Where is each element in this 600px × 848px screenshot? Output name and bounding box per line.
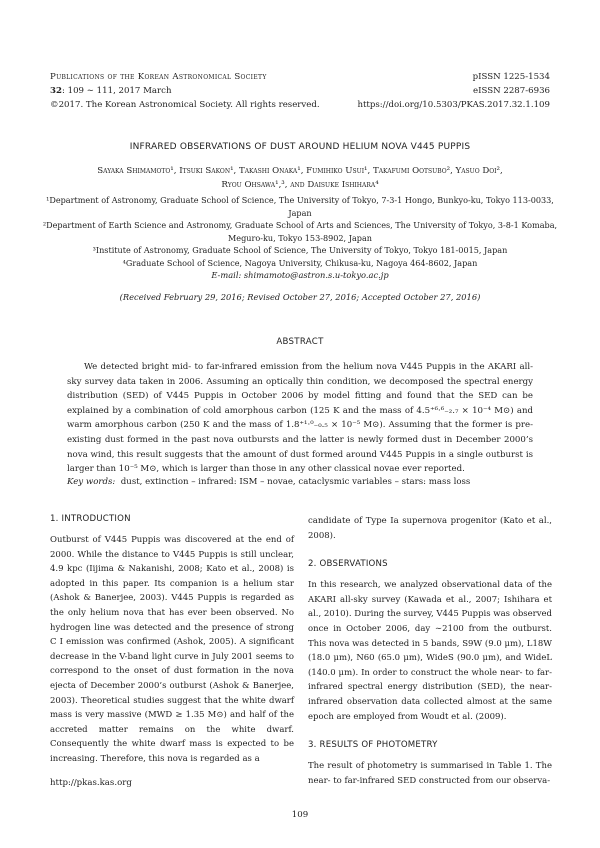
author-line-2: Ryou Ohsawa¹,³, and Daisuke Ishihara⁴ <box>221 180 379 190</box>
keywords-list: dust, extinction – infrared: ISM – novae, cataclysmic variables – stars: mass loss <box>120 477 471 487</box>
volume-info <box>50 84 320 98</box>
pissn: pISSN 1225-1534 <box>472 72 550 82</box>
volume-number: 32 <box>50 86 62 96</box>
right-column <box>308 514 552 788</box>
affiliation-4: ⁴Graduate School of Science, Nagoya University, Chikusa-ku, Nagoya 464-8602, Japan <box>122 257 478 268</box>
running-header-left <box>50 70 320 112</box>
author-list <box>40 164 560 192</box>
affiliation-2: ²Department of Earth Science and Astronomy, Graduate School of Arts and Sciences, The University of Tokyo, 3-8-1 Komaba, Meguro-ku, Tokyo 153-8902, Japan <box>42 220 558 243</box>
section-heading-photometry: 3. RESULTS OF PHOTOMETRY <box>308 740 438 751</box>
affiliations <box>40 194 560 270</box>
keywords <box>67 475 537 489</box>
journal-name: Publications of the Korean Astronomical Society <box>50 72 267 82</box>
contact-email[interactable]: E-mail: shimamoto@astron.s.u-tokyo.ac.jp <box>211 270 389 280</box>
section-heading-observations: 2. OBSERVATIONS <box>308 559 388 570</box>
keywords-label: Key words: <box>67 477 116 487</box>
abstract-heading: ABSTRACT <box>276 337 324 347</box>
author-line-1: Sayaka Shimamoto¹, Itsuki Sakon¹, Takashi Onaka¹, Fumihiko Usui¹, Takafumi Ootsubo², Yasuo Doi², <box>97 166 503 176</box>
left-column <box>50 514 294 767</box>
doi-link[interactable]: https://doi.org/10.5303/PKAS.2017.32.1.109 <box>357 100 550 110</box>
introduction-text: Outburst of V445 Puppis was discovered at the end of 2000. While the distance to V445 Puppis is still unclear, 4.9 kpc (Iijima & Nakanishi, 2008; Kato et al., 2008) is adopted in this paper. Its companion is a helium star (Ashok & Banerjee, 2003). V445 Puppis is regarded as the only helium nova that has ever been observed. No hydrogen line was detected and the presence of strong C I emission was confirmed (Ashok, 2005). A significant decrease in the V-band light curve in July 2001 seems to correspond to the onset of dust formation in the nova ejecta of December 2000’s outburst (Ashok & Banerjee, 2003). Theoretical studies suggest that the white dwarf mass is very massive (MWD ≥ 1.35 M⊙) and half of the accreted matter remains on the white dwarf. Consequently the white dwarf mass is expected to be increasing. Therefore, this nova is regarded as a <box>50 535 294 764</box>
affiliation-3: ³Institute of Astronomy, Graduate School of Science, The University of Tokyo, Tokyo 181-0015, Japan <box>92 245 508 256</box>
received-dates: (Received February 29, 2016; Revised October 27, 2016; Accepted October 27, 2016) <box>119 292 481 302</box>
eissn: eISSN 2287-6936 <box>473 86 550 96</box>
copyright: ©2017. The Korean Astronomical Society. All rights reserved. <box>50 100 320 110</box>
issue-info: : 109 ∼ 111, 2017 March <box>61 86 172 96</box>
observations-text: In this research, we analyzed observational data of the AKARI all-sky survey (Kawada et al., 2007; Ishihara et al., 2010). During the survey, V445 Puppis was observed once in October 2006, day ∼2100 from the outburst. This nova was detected in 5 bands, S9W (9.0 μm), L18W (18.0 μm), N60 (65.0 μm), WideS (90.0 μm), and WideL (140.0 μm). In order to construct the whole near- to far-infrared spectral energy distribution (SED), the near-infrared observation data collected almost at the same epoch are employed from Woudt et al. (2009). <box>308 580 552 722</box>
section-heading-introduction: 1. INTRODUCTION <box>50 514 131 524</box>
abstract-text: We detected bright mid- to far-infrared emission from the helium nova V445 Puppis in the AKARI all-sky survey data taken in 2006. Assuming an optically thin condition, we decomposed the spectral energy distribution (SED) of V445 Puppis in October 2006 by model fitting and found that the SED can be explained by a combination of cold amorphous carbon (125 K and the mass of 4.5⁺⁶·⁶₋₂.₇ × 10⁻⁴ M⊙) and warm amorphous carbon (250 K and the mass of 1.8⁺¹·⁰₋₀.₅ × 10⁻⁵ M⊙). Assuming that the former is pre-existing dust formed in the past nova outbursts and the latter is newly formed dust in December 2000’s nova wind, this result suggests that the amount of dust formed around V445 Puppis in a single outburst is larger than 10⁻⁵ M⊙, which is larger than those in any other classical novae ever reported. <box>67 362 533 475</box>
journal-url[interactable]: http://pkas.kas.org <box>50 778 132 788</box>
page-number: 109 <box>291 810 309 820</box>
running-header-right <box>357 70 550 112</box>
affiliation-1: ¹Department of Astronomy, Graduate School of Science, The University of Tokyo, 7-3-1 Hongo, Bunkyo-ku, Tokyo 113-0033, Japan <box>46 195 554 218</box>
introduction-continued-text: candidate of Type Ia supernova progenitor (Kato et al., 2008). <box>308 516 552 541</box>
photometry-text: The result of photometry is summarised in Table 1. The near- to far-infrared SED constructed from our observa- <box>308 761 552 786</box>
paper-title: INFRARED OBSERVATIONS OF DUST AROUND HELIUM NOVA V445 PUPPIS <box>129 142 471 152</box>
